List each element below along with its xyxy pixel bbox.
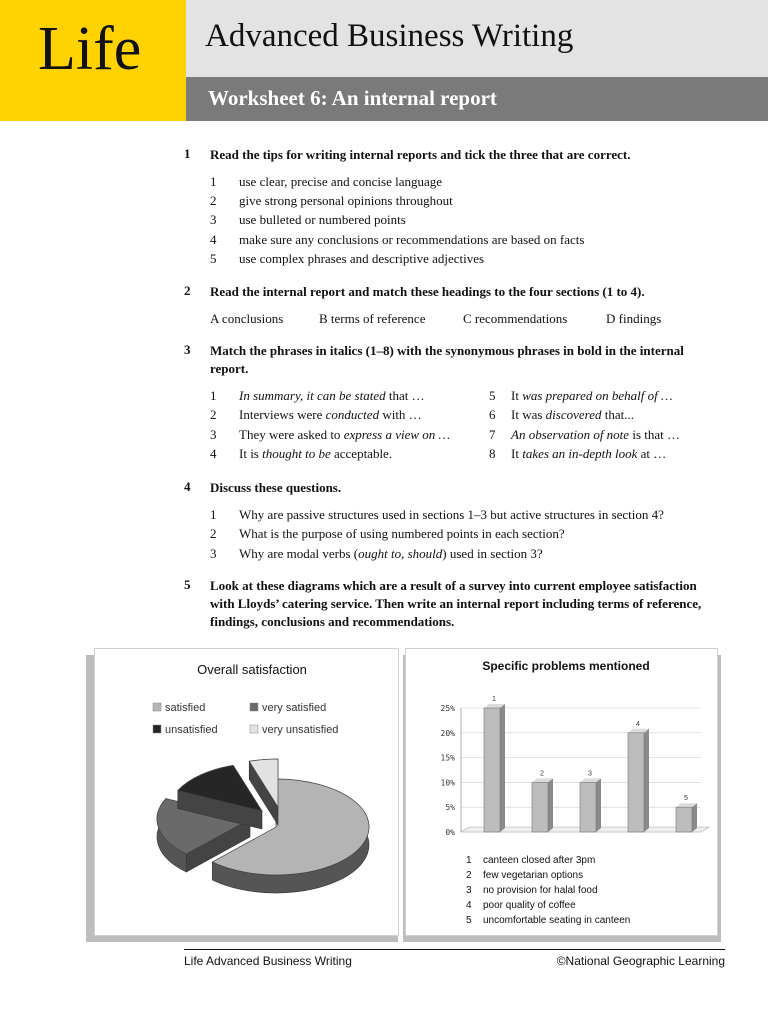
key-number: 3 (466, 885, 472, 896)
question-number: 4 (184, 479, 191, 494)
subtitle-bar (186, 77, 768, 121)
item-text: use clear, precise and concise language (239, 174, 443, 189)
bar-front (628, 733, 644, 832)
item-number: 4 (210, 446, 217, 461)
item-number: 1 (210, 388, 217, 403)
heading-option: A conclusions (210, 311, 284, 326)
bar (484, 704, 505, 832)
key-label: poor quality of coffee (483, 900, 576, 911)
item-number: 6 (489, 407, 496, 422)
item-number: 2 (210, 526, 217, 541)
phrase-rest: is that … (629, 427, 680, 442)
pie-chart-title: Overall satisfaction (197, 662, 307, 677)
key-label: canteen closed after 3pm (483, 855, 596, 866)
footer-left: Life Advanced Business Writing (184, 954, 352, 968)
phrase-rest: with … (379, 407, 422, 422)
title-bar (186, 0, 768, 77)
legend-swatch (153, 725, 161, 733)
question-text: Match the phrases in italics (1–8) with the synonymous phrases in bold in the internal report. (210, 343, 684, 376)
item-number: 2 (210, 193, 217, 208)
question-number: 1 (184, 146, 191, 161)
item-text: make sure any conclusions or recommendations are based on facts (239, 232, 585, 247)
question-text: Read the internal report and match these headings to the four sections (1 to 4). (210, 284, 645, 299)
item-number: 4 (210, 232, 217, 247)
bar-front (676, 807, 692, 832)
item-text-pre: Why are modal verbs ( (239, 546, 359, 561)
legend-label: very unsatisfied (262, 724, 339, 736)
logo-text: Life (38, 15, 142, 83)
bar-front (532, 782, 548, 832)
item-number: 5 (210, 251, 217, 266)
bar-front (580, 782, 596, 832)
headings-row (210, 311, 710, 329)
footer-right: ©National Geographic Learning (556, 954, 725, 968)
y-tick-label: 20% (440, 728, 455, 738)
item-number: 3 (210, 212, 217, 227)
bar-data-label: 2 (540, 770, 544, 778)
phrase-pre: It (511, 446, 523, 461)
bar-front (484, 708, 500, 832)
question-number: 3 (184, 342, 191, 357)
italic-phrase: takes an in-depth look (522, 446, 638, 461)
key-label: uncomfortable seating in canteen (483, 915, 631, 926)
bar (676, 803, 697, 832)
italic-phrase: thought to be (262, 446, 331, 461)
heading-option: B terms of reference (319, 311, 426, 326)
item-text-rest: ) used in section 3? (442, 546, 543, 561)
bar-data-label: 5 (684, 795, 688, 803)
phrase-pre: It was (511, 407, 546, 422)
legend-swatch (250, 703, 258, 711)
item-text: use complex phrases and descriptive adjectives (239, 251, 485, 266)
bar-chart-panel (405, 648, 718, 936)
italic-phrase: conducted (325, 407, 380, 422)
phrase-pre: It is (239, 446, 263, 461)
bar (628, 729, 649, 832)
y-tick-label: 25% (440, 704, 455, 713)
pie-legend-item (250, 702, 326, 714)
question-number: 5 (184, 577, 191, 592)
legend-swatch (250, 725, 258, 733)
bar-data-label: 1 (492, 696, 496, 703)
y-tick-label: 0% (445, 828, 455, 837)
bar (532, 778, 553, 832)
bar-data-label: 3 (588, 770, 592, 778)
bar (580, 778, 601, 832)
italic-phrase: ought to, should (358, 546, 443, 561)
pie-legend-item (153, 724, 218, 736)
pie-legend-item (250, 724, 338, 736)
bar-side (596, 778, 601, 832)
item-text: What is the purpose of using numbered points in each section? (239, 526, 565, 541)
item-number: 1 (210, 174, 217, 189)
phrase-pre: Interviews were (239, 407, 326, 422)
y-tick-label: 10% (440, 778, 455, 788)
legend-label: satisfied (165, 702, 206, 714)
item-number: 3 (210, 427, 217, 442)
item-text: use bulleted or numbered points (239, 212, 406, 227)
key-number: 4 (466, 900, 472, 911)
italic-phrase: was prepared on behalf of … (522, 388, 673, 403)
question-text: Read the tips for writing internal reports and tick the three that are correct. (210, 147, 631, 162)
bar-chart-title: Specific problems mentioned (482, 659, 650, 673)
phrase-rest: acceptable. (330, 446, 393, 461)
key-number: 2 (466, 870, 472, 881)
item-number: 2 (210, 407, 217, 422)
key-label: no provision for halal food (483, 885, 598, 896)
italic-phrase: In summary, it can be stated (239, 388, 386, 403)
logo-block (0, 0, 186, 121)
legend-label: unsatisfied (165, 724, 218, 736)
key-number: 1 (466, 855, 472, 866)
key-number: 5 (466, 915, 472, 926)
italic-phrase: discovered (545, 407, 602, 422)
phrase-rest: at … (637, 446, 667, 461)
question-text: Discuss these questions. (210, 480, 342, 495)
pie-chart-panel (94, 648, 399, 936)
item-number: 1 (210, 507, 217, 522)
bar-side (548, 778, 553, 832)
pie-legend-item (153, 702, 205, 714)
bar-side (500, 704, 505, 832)
item-number: 5 (489, 388, 496, 403)
item-number: 7 (489, 427, 496, 442)
question-text: Look at these diagrams which are a result of a survey into current employee satisfaction with Lloyds’ catering service. Then write an internal report including terms of reference, findings, conclusions and recommendations. (210, 578, 702, 629)
phrase-pre: They were asked to (239, 427, 344, 442)
heading-option: D findings (606, 311, 662, 326)
question-number: 2 (184, 283, 191, 298)
pie-chart (95, 649, 398, 935)
key-label: few vegetarian options (483, 870, 584, 881)
heading-option: C recommendations (463, 311, 568, 326)
bar-side (644, 729, 649, 832)
item-text: give strong personal opinions throughout (239, 193, 453, 208)
page-title: Advanced Business Writing (205, 18, 574, 54)
phrase-rest: that … (385, 388, 425, 403)
y-tick-label: 5% (445, 803, 455, 813)
italic-phrase: express a view on … (343, 427, 451, 442)
phrase-rest: that... (601, 407, 634, 422)
item-number: 8 (489, 446, 496, 461)
y-tick-label: 15% (440, 753, 455, 763)
item-text: Why are passive structures used in sections 1–3 but active structures in section 4? (239, 507, 664, 522)
bar-side (692, 803, 697, 832)
bar-chart (406, 649, 717, 935)
item-number: 3 (210, 546, 217, 561)
legend-swatch (153, 703, 161, 711)
footer-rule (184, 949, 725, 950)
italic-phrase: An observation of note (511, 427, 630, 442)
worksheet-title: Worksheet 6: An internal report (208, 86, 497, 110)
legend-label: very satisfied (262, 702, 327, 714)
phrase-pre: It (511, 388, 523, 403)
bar-data-label: 4 (636, 720, 640, 728)
